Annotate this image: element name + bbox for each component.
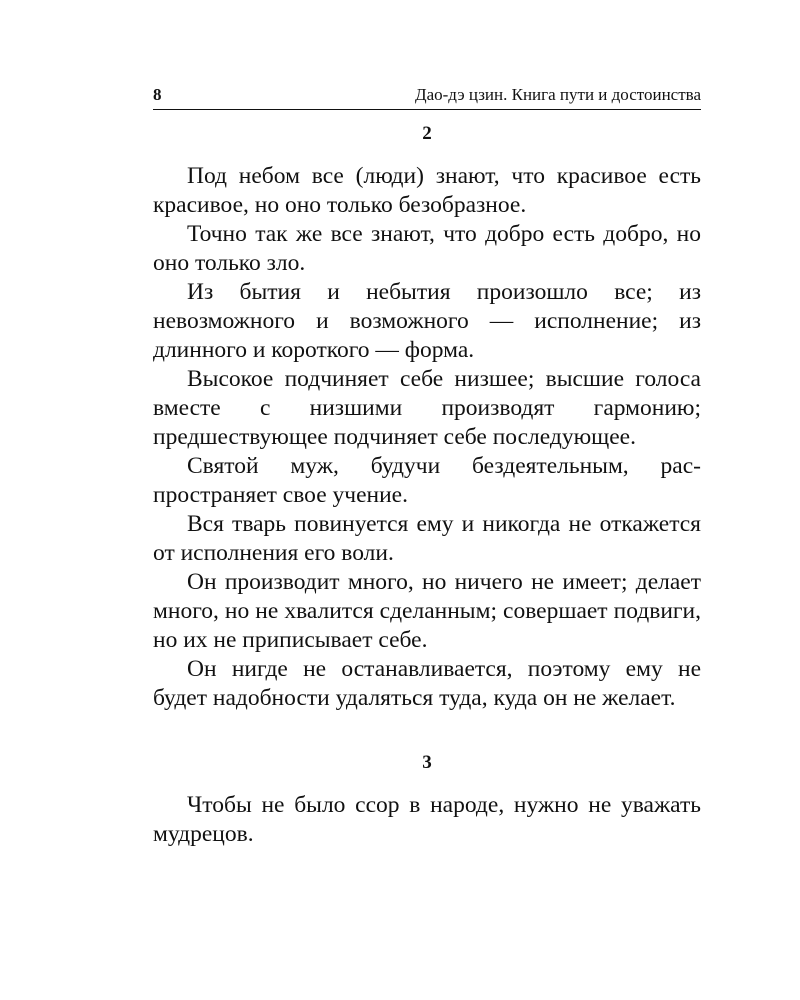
page-number: 8 [153,85,162,104]
running-title: Дао-дэ цзин. Книга пути и достоинства [414,85,701,104]
chapter-2 [153,122,701,713]
paragraph: Вся тварь повинуется ему и никогда не откажется от исполнения его воли. [153,511,701,566]
paragraph: Святой муж, будучи бездеятельным, распространяет свое учение. [153,453,701,508]
paragraph: Высокое подчиняет себе низшее; высшие голоса вместе с низшими производят гармонию; предшествующее подчиняет себе последующее. [153,366,701,450]
paragraph: Он нигде не останавливается, поэтому ему не будет надобности удаляться туда, куда он не желает. [153,656,701,711]
chapter-3 [153,751,701,849]
paragraph: Чтобы не было ссор в народе, нужно не уважать мудрецов. [153,792,701,847]
paragraph: Из бытия и небытия произошло все; из невозможного и возможного — исполнение; из длинного и короткого — форма. [153,279,701,363]
chapter-number: 3 [422,752,432,773]
running-header [153,84,701,110]
paragraph: Под небом все (люди) знают, что красивое есть красивое, но оно только безобразное. [153,163,701,218]
paragraph: Точно так же все знают, что добро есть добро, но оно только зло. [153,221,701,276]
chapter-number: 2 [422,123,432,144]
book-page [153,84,701,849]
paragraph: Он производит много, но ничего не имеет; делает много, но не хвалится сделанным; совершает подвиги, но их не приписывает себе. [153,569,701,653]
